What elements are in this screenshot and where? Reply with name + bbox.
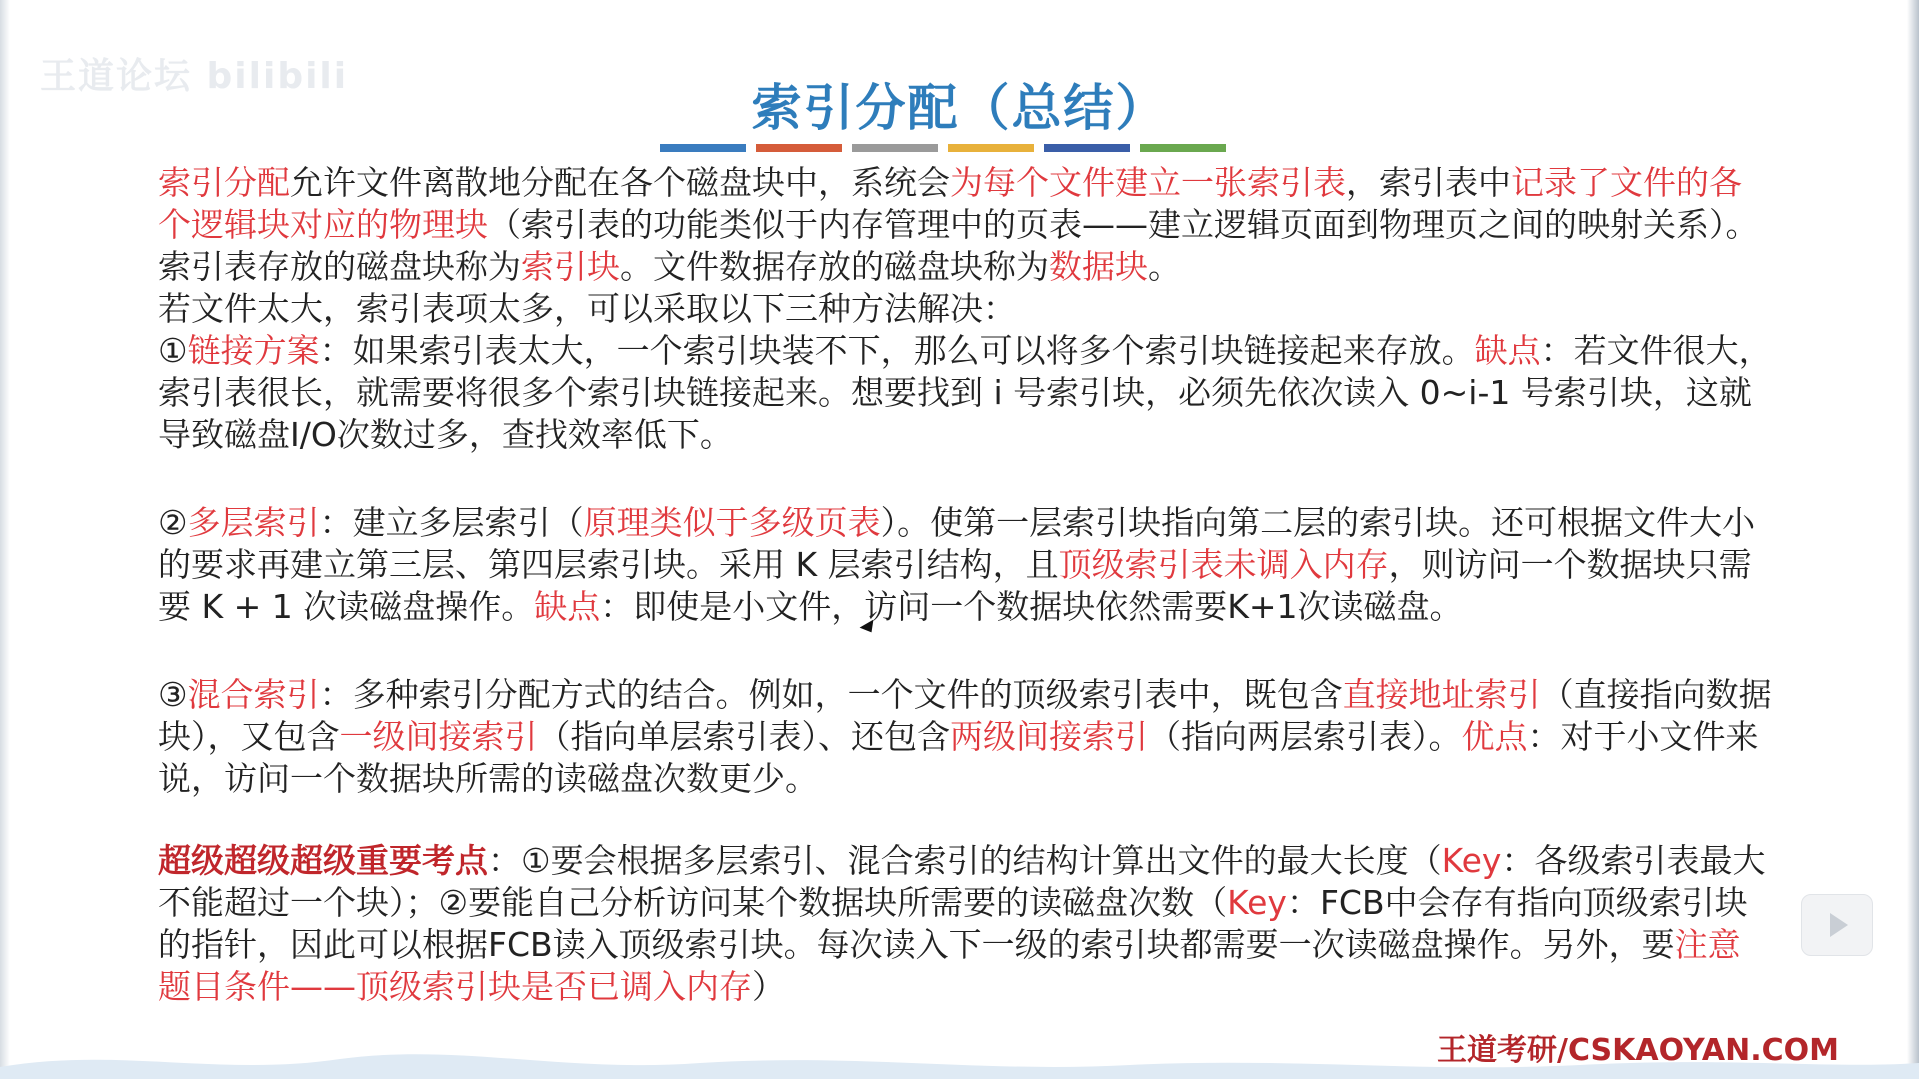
term-index-block: 索引块 [521, 247, 620, 286]
color-bar-segment [756, 144, 842, 152]
highlight-segment: 记录了文件的各个逻辑块对应的物理块 [158, 163, 1742, 244]
list-marker: ② [158, 503, 188, 542]
term-disadvantage: 缺点 [1474, 331, 1541, 370]
text-segment: （指向两层索引表）。 [1148, 717, 1462, 756]
slide-content [158, 162, 1772, 1008]
term-multilevel-index: 多层索引 [187, 503, 320, 542]
title-color-bar [660, 144, 1226, 152]
text-segment: （索引表的功能类似于内存管理中的页表——建立逻辑页面到物理页之间的映射关系）。索引表存放的磁盘块称为 [158, 205, 1759, 286]
text-segment: ：即使是小文件，访问一个数据块依然需要K+1次读磁盘。 [600, 587, 1463, 626]
text-segment: （直接指向数据块），又包含 [158, 675, 1772, 756]
highlight-segment: 原理类似于多级页表 [583, 503, 881, 542]
left-edge-shadow [0, 0, 10, 1079]
term-key: Key [1441, 841, 1502, 880]
color-bar-segment [852, 144, 938, 152]
highlight-segment: 两级间接索引 [950, 717, 1148, 756]
text-segment: ：若文件很大，索引表很长，就需要将很多个索引块链接起来。想要找到 i 号索引块，必须先依次读入 0~i-1 号索引块，这就导致磁盘I/O次数过多，查找效率低下。 [158, 331, 1772, 454]
paragraph-methods-intro: 若文件太大，索引表项太多，可以采取以下三种方法解决： [158, 289, 1016, 328]
highlight-segment: 直接地址索引 [1342, 675, 1541, 714]
text-segment: 。 [1148, 247, 1181, 286]
term-disadvantage: 缺点 [534, 587, 601, 626]
text-segment: ，索引表中 [1346, 163, 1511, 202]
footer-brand: 王道考研/CSKAOYAN.COM [1437, 1033, 1839, 1068]
text-segment: ：如果索引表太大，一个索引块装不下，那么可以将多个索引块链接起来存放。 [319, 331, 1475, 370]
list-marker: ③ [158, 675, 188, 714]
key-points-heading: 超级超级超级重要考点 [158, 841, 488, 880]
term-advantage: 优点 [1461, 717, 1528, 756]
highlight-segment: 顶级索引表未调入内存 [1058, 545, 1389, 584]
color-bar-segment [948, 144, 1034, 152]
paragraph-linked-scheme [158, 330, 1772, 456]
text-segment: ：对于小文件来说，访问一个数据块所需的读磁盘次数更少。 [158, 717, 1759, 798]
text-segment: ：各级索引表最大不能超过一个块）；②要能自己分析访问某个数据块所需要的读磁盘次数（ [158, 841, 1766, 922]
text-segment: ：①要会根据多层索引、混合索引的结构计算出文件的最大长度（ [488, 841, 1442, 880]
paragraph-multilevel-index [158, 502, 1772, 628]
text-segment: 允许文件离散地分配在各个磁盘块中，系统会 [290, 163, 950, 202]
bilibili-watermark: 王道论坛 bilibili [40, 56, 349, 97]
paragraph-hybrid-index [158, 674, 1772, 800]
color-bar-segment [1044, 144, 1130, 152]
highlight-segment: 为每个文件建立一张索引表 [950, 163, 1346, 202]
right-edge-shadow [1907, 0, 1919, 1079]
text-segment: 。文件数据存放的磁盘块称为 [620, 247, 1049, 286]
text-segment: ） [752, 967, 785, 1006]
color-bar-segment [660, 144, 746, 152]
text-segment: （指向单层索引表）、还包含 [537, 717, 950, 756]
text-segment: ：FCB中会存有指向顶级索引块的指针，因此可以根据FCB读入顶级索引块。每次读入下一级的索引块都需要一次读磁盘操作。另外，要 [158, 883, 1748, 964]
text-segment: ：多种索引分配方式的结合。例如，一个文件的顶级索引表中，既包含 [319, 675, 1343, 714]
term-data-block: 数据块 [1049, 247, 1148, 286]
highlight-segment: 一级间接索引 [339, 717, 538, 756]
term-key: Key [1227, 883, 1287, 922]
paragraph-intro [158, 162, 1772, 288]
text-segment: ：建立多层索引（ [319, 503, 584, 542]
term-linked-scheme: 链接方案 [187, 331, 320, 370]
color-bar-segment [1140, 144, 1226, 152]
list-marker: ① [158, 331, 188, 370]
term-hybrid-index: 混合索引 [187, 675, 320, 714]
text-segment: ，则访问一个数据块只需要 K + 1 次读磁盘操作。 [158, 545, 1752, 626]
paragraph-key-points [158, 840, 1772, 1008]
term-index-allocation: 索引分配 [158, 163, 290, 202]
slide-title: 索引分配（总结） [751, 79, 1168, 137]
highlight-segment: 注意题目条件——顶级索引块是否已调入内存 [158, 925, 1741, 1006]
play-icon[interactable] [1801, 894, 1873, 956]
text-segment: ）。使第一层索引块指向第二层的索引块。还可根据文件大小的要求再建立第三层、第四层索引块。采用 K 层索引结构，且 [158, 503, 1756, 584]
